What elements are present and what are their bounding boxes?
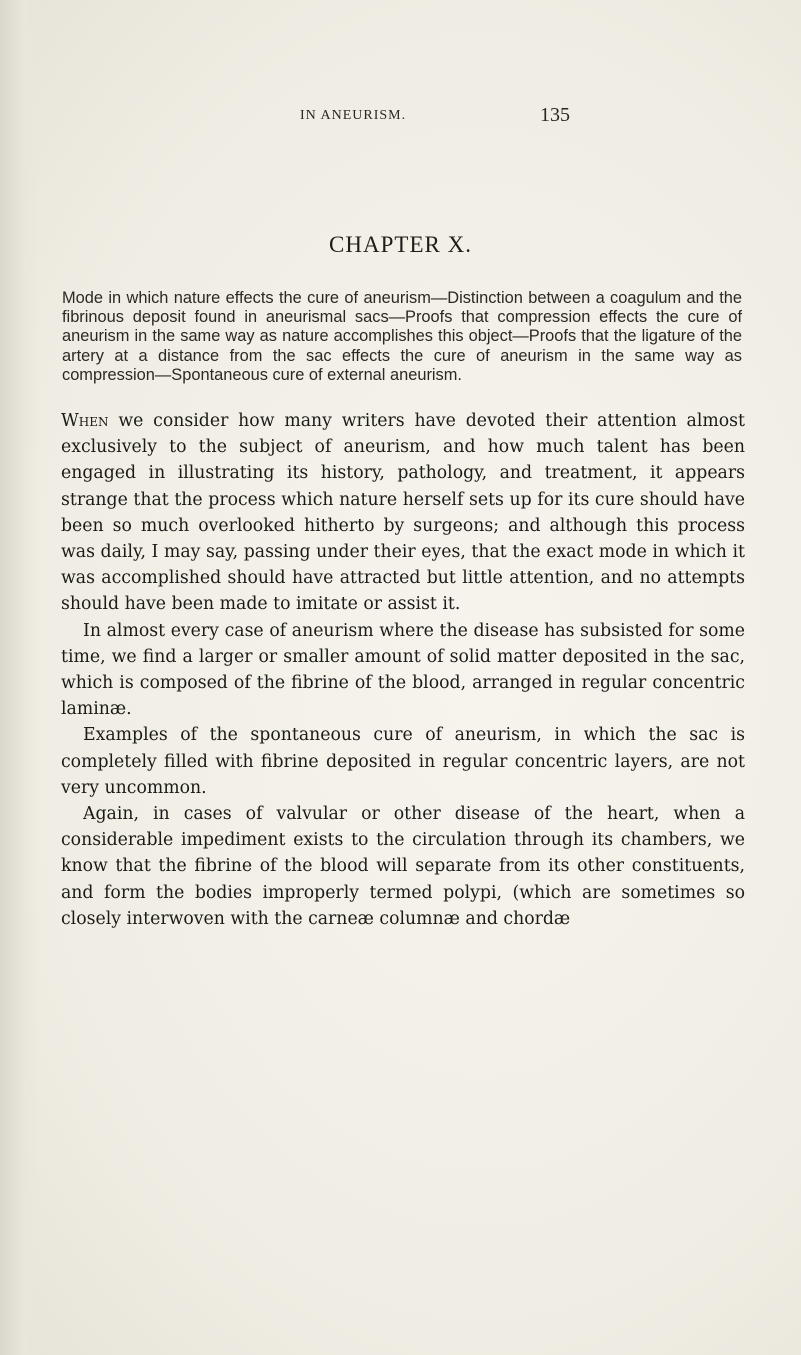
paragraph-2: In almost every case of aneurism where the disease has subsisted for some time, we find a larger or smaller amount of solid matter deposited in the sac, which is composed of the fibrine of the blood, arranged in regular concentric laminæ. (61, 620, 745, 720)
chapter-summary: Mode in which nature effects the cure of aneurism—Distinction between a coagulum and the fibrinous deposit found in aneurismal sacs—Proofs that compression effects the cure of aneurism in the same way as nature accomplishes this object—Proofs that the ligature of the artery at a distance from the sac effects the cure of aneurism in the same way as compression—Spontaneous cure of external aneurism. (62, 289, 742, 384)
paragraph-1-text: we consider how many writers have devoted their attention almost exclusively to the subject of aneurism, and how much talent has been engaged in illustrating its history, pathology, and treatment, it appears strange that the process which nature herself sets up for its cure should have been so much overlooked hitherto by surgeons; and although this process was daily, I may say, passing under their eyes, that the exact mode in which it was accomplished should have attracted but little attention, and no attempts should have been made to imitate or assist it. (61, 411, 745, 615)
chapter-heading: CHAPTER X. (329, 232, 472, 257)
paragraph-1 (61, 408, 745, 618)
body-text (61, 408, 745, 932)
paragraph-3: Examples of the spontaneous cure of aneurism, in which the sac is completely filled with fibrine deposited in regular concentric layers, are not very uncommon. (61, 725, 745, 798)
page-number: 135 (540, 104, 570, 126)
running-title: IN ANEURISM. (300, 108, 407, 123)
running-head (300, 104, 570, 134)
opening-word: When (61, 411, 109, 431)
paragraph-4: Again, in cases of valvular or other disease of the heart, when a considerable impediment exists to the circulation through its chambers, we know that the fibrine of the blood will separate from its other constituents, and form the bodies improperly termed polypi, (which are sometimes so closely interwoven with the carneæ columnæ and chordæ (61, 804, 745, 929)
binding-gutter (0, 0, 40, 1355)
